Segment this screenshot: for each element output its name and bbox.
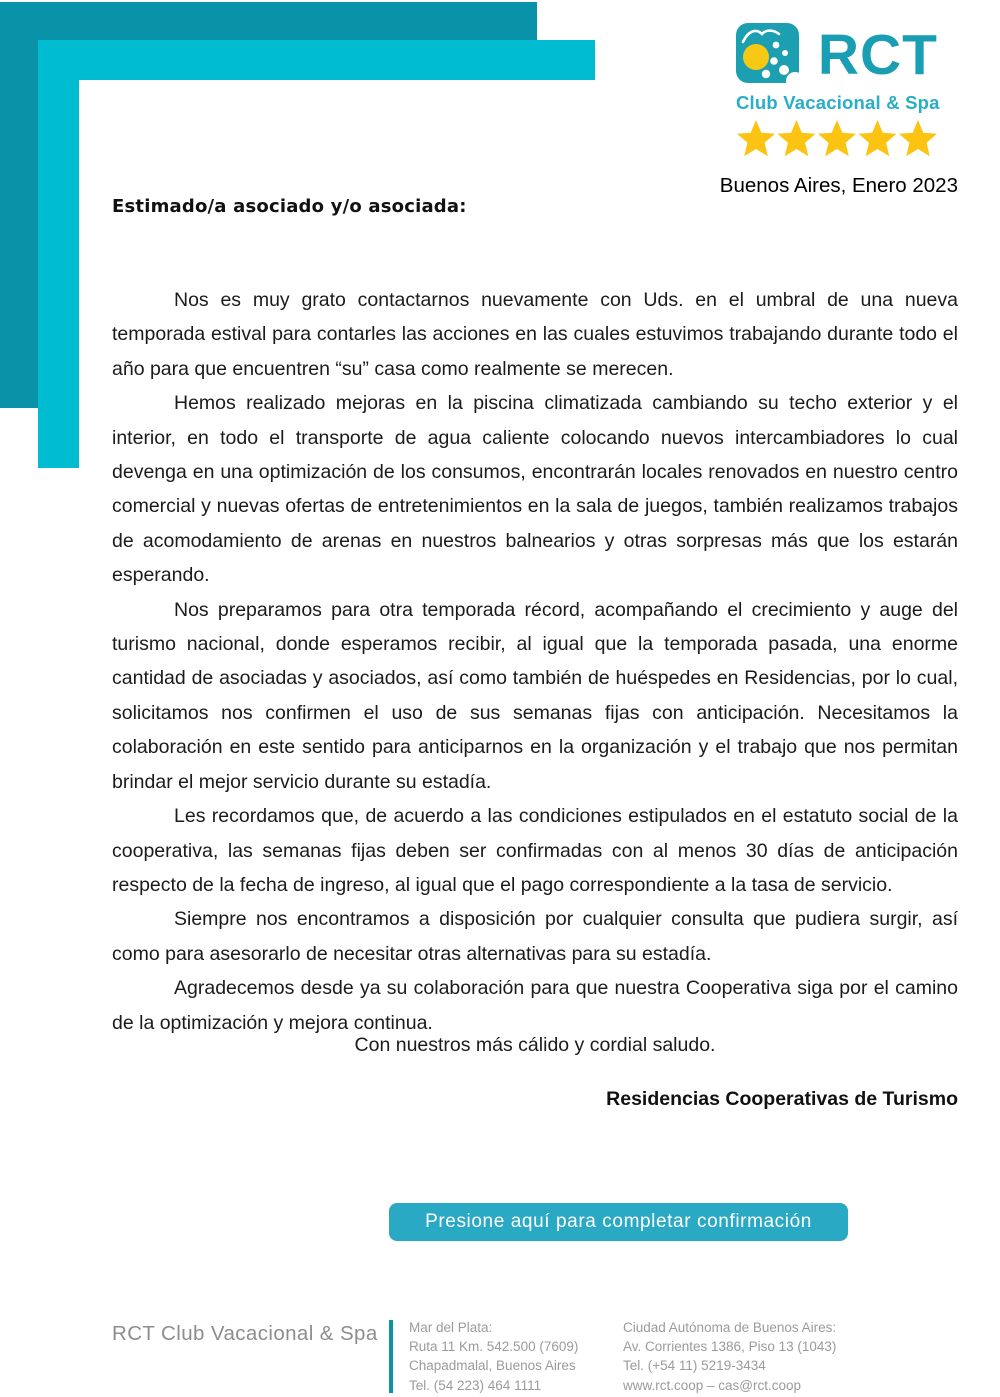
logo-subtitle: Club Vacacional & Spa: [736, 92, 940, 113]
star-icon: [859, 120, 897, 156]
footer-line: www.rct.coop – cas@rct.coop: [623, 1377, 802, 1393]
footer-office-mar-del-plata: [409, 1318, 578, 1395]
footer-line: Ciudad Autónoma de Buenos Aires:: [623, 1320, 837, 1335]
footer-line: Tel. (+54 11) 5219-3434: [623, 1358, 766, 1374]
letter-paragraph: Hemos realizado mejoras en la piscina climatizada cambiando su techo exterior y el interior, en todo el transporte de agua caliente colocando nuevos intercambiadores lo cual devenga en una optimización de los consumos, encontrarán locales renovados en nuestro centro comercial y nuevas ofertas de entretenimientos en la sala de juegos, también realizamos trabajos de acomodamiento de arenas en nuestros balnearios y otras sorpresas más que los estarán esperando.: [112, 392, 958, 587]
footer-divider: [389, 1320, 393, 1393]
five-star-rating: [736, 118, 938, 165]
rct-logo: [736, 24, 938, 165]
closing-line: Con nuestros más cálido y cordial saludo.: [354, 1034, 716, 1056]
rct-logo-icon: [736, 23, 799, 88]
footer-brand: RCT Club Vacacional & Spa: [112, 1322, 378, 1345]
letter-paragraph: Les recordamos que, de acuerdo a las condiciones estipulados en el estatuto social de la cooperativa, las semanas fijas deben ser confirmadas con al menos 30 días de anticipación respecto de la fecha de ingreso, al igual que el pago correspondiente a la tasa de servicio.: [112, 805, 958, 896]
footer-line: Av. Corrientes 1386, Piso 13 (1043): [623, 1339, 837, 1355]
letter-paragraph: Agradecemos desde ya su colaboración para que nuestra Cooperativa siga por el camino de la optimización y mejora continua.: [112, 977, 958, 1034]
star-icon: [737, 120, 775, 156]
date-line: Buenos Aires, Enero 2023: [719, 174, 958, 197]
footer-office-buenos-aires: [623, 1318, 836, 1395]
star-icon: [899, 120, 937, 156]
footer-line: Tel. (54 223) 464 1111: [409, 1377, 542, 1393]
letter-paragraph: Nos preparamos para otra temporada récord, acompañando el crecimiento y auge del turismo nacional, donde esperamos recibir, al igual que la temporada pasada, una enorme cantidad de asociadas y asociados, así como también de huéspedes en Residencias, por lo cual, solicitamos nos confirmen el uso de sus semanas fijas con anticipación. Necesitamos la colaboración en este sentido para anticiparnos en la organización y el trabajo que nos permitan brindar el mejor servicio durante su estadía.: [112, 598, 958, 793]
footer-line: Chapadmalal, Buenos Aires: [409, 1358, 576, 1374]
star-icon: [778, 120, 816, 156]
footer-line: Mar del Plata:: [409, 1320, 493, 1335]
logo-brand-text: RCT: [817, 23, 938, 87]
letter-body: [112, 283, 958, 1040]
salutation: Estimado/a asociado y/o asociada:: [112, 196, 467, 217]
confirm-button[interactable]: Presione aquí para completar confirmación: [389, 1203, 848, 1241]
letter-paragraph: Nos es muy grato contactarnos nuevamente con Uds. en el umbral de una nueva temporada estival para contarles las acciones en las cuales estuvimos trabajando durante todo el año para que encuentren “su” casa como realmente se merecen.: [112, 289, 958, 380]
letter-paragraph: Siempre nos encontramos a disposición por cualquier consulta que pudiera surgir, así como para asesorarlo de necesitar otras alternativas para su estadía.: [112, 908, 958, 965]
signature-line: Residencias Cooperativas de Turismo: [606, 1088, 958, 1110]
star-icon: [818, 120, 856, 156]
footer-line: Ruta 11 Km. 542.500 (7609): [409, 1339, 579, 1355]
